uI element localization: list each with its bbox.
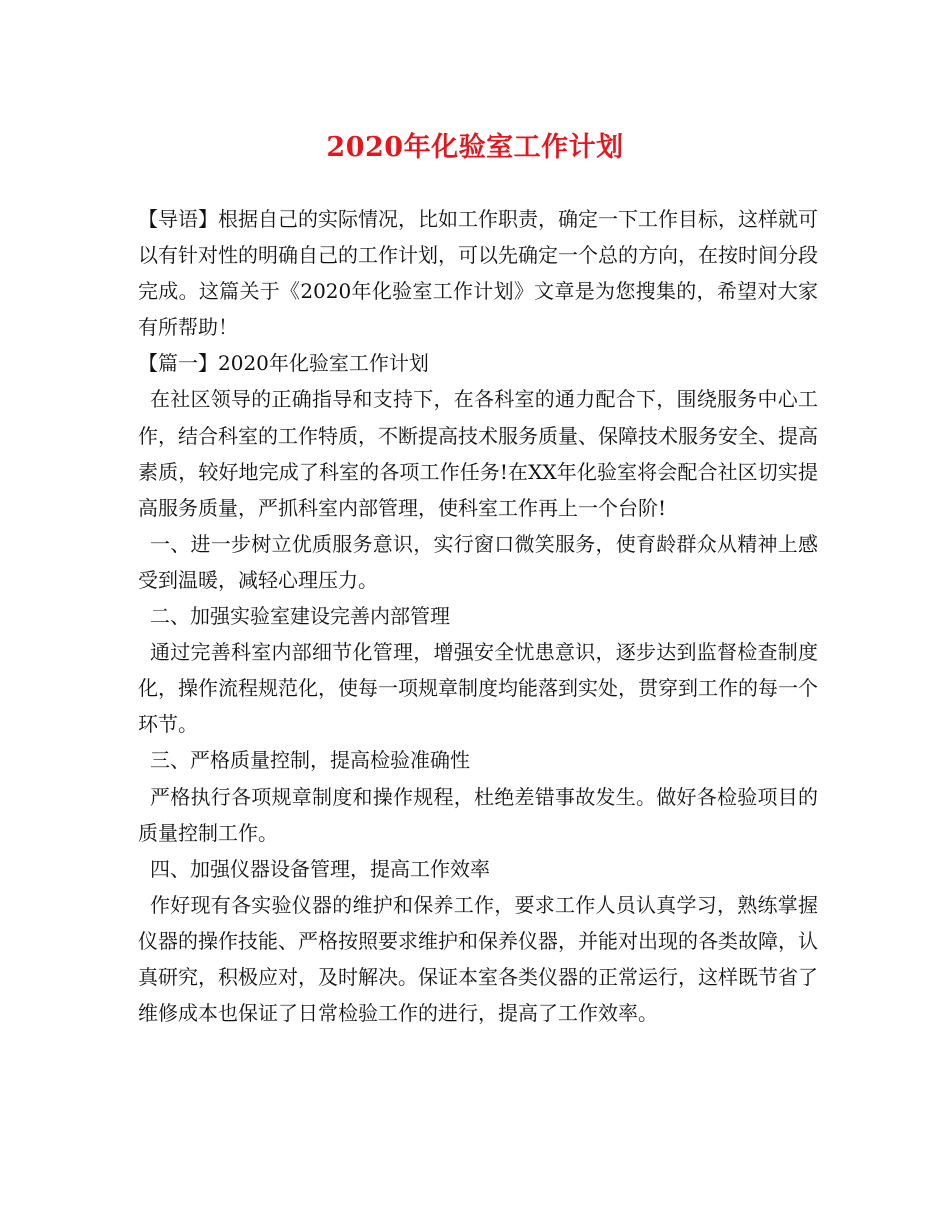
- document-title: 2020年化验室工作计划: [326, 132, 624, 163]
- numbered-heading-2: 二、加强实验室建设完善内部管理: [150, 604, 450, 629]
- body-paragraph: 严格执行各项规章制度和操作规程，杜绝差错事故发生。做好各检验项目的质量控制工作。: [138, 784, 818, 845]
- numbered-heading-4: 四、加强仪器设备管理，提高工作效率: [150, 856, 490, 881]
- body-paragraph: 作好现有各实验仪器的维护和保养工作，要求工作人员认真学习，熟练掌握仪器的操作技能、严格按照要求维护和保养仪器，并能对出现的各类故障，认真研究，积极应对，及时解决。保证本室各类仪器的正常运行，这样既节省了维修成本也保证了日常检验工作的进行，提高了工作效率。: [138, 892, 818, 1026]
- document-body: [138, 201, 818, 1031]
- body-paragraph: 通过完善科室内部细节化管理，增强安全忧患意识，逐步达到监督检查制度化，操作流程规范化，使每一项规章制度均能落到实处，贯穿到工作的每一个环节。: [138, 640, 818, 737]
- intro-paragraph: 【导语】根据自己的实际情况，比如工作职责，确定一下工作目标，这样就可以有针对性的明确自己的工作计划，可以先确定一个总的方向，在按时间分段完成。这篇关于《2020年化验室工作计划》文章是为您搜集的，希望对大家有所帮助！: [138, 207, 818, 340]
- section-heading-part-one: 【篇一】2020年化验室工作计划: [138, 351, 429, 376]
- numbered-item-1: 一、进一步树立优质服务意识，实行窗口微笑服务，使育龄群众从精神上感受到温暖，减轻心理压力。: [138, 531, 818, 592]
- numbered-heading-3: 三、严格质量控制，提高检验准确性: [150, 748, 470, 773]
- body-paragraph: 在社区领导的正确指导和支持下，在各科室的通力配合下，围绕服务中心工作，结合科室的工作特质，不断提高技术服务质量、保障技术服务安全、提高素质，较好地完成了科室的各项工作任务!在XX年化验室将会配合社区切实提高服务质量，严抓科室内部管理，使科室工作再上一个台阶!: [138, 387, 818, 520]
